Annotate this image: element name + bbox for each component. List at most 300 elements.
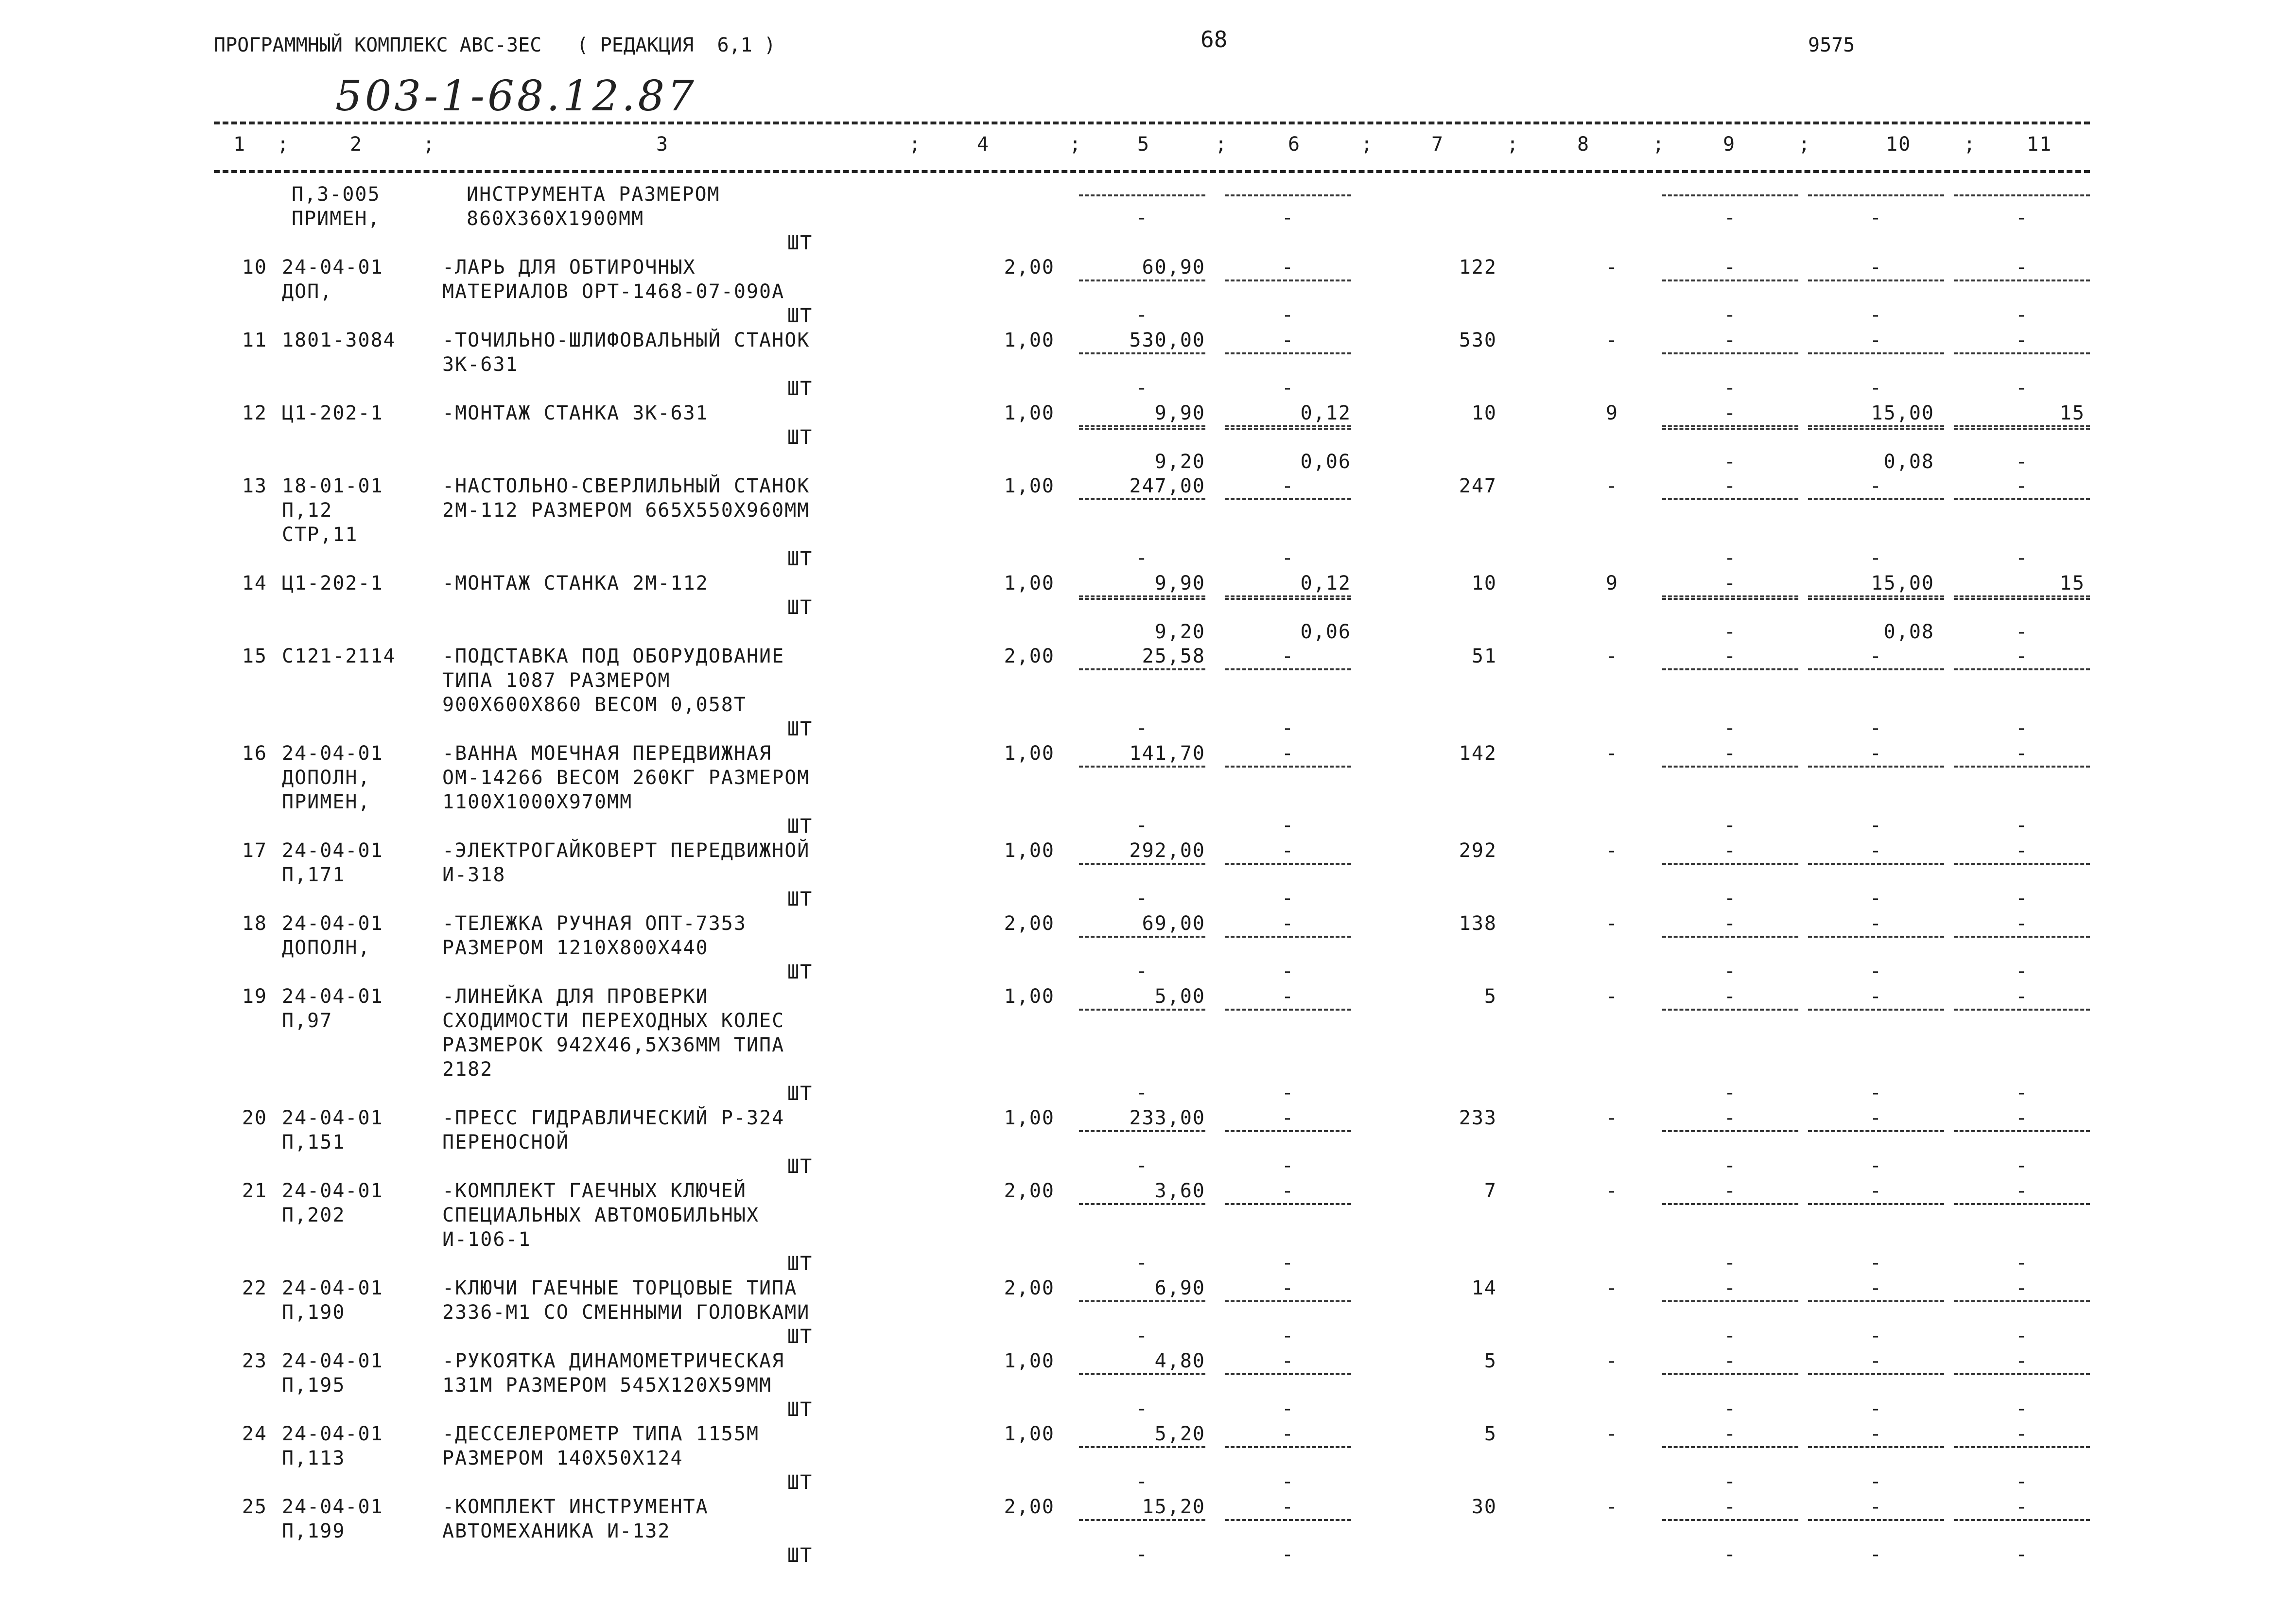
dash-value: -	[1135, 960, 1149, 982]
subtotal-rule	[1954, 1446, 2090, 1448]
dash-value: -	[1723, 887, 1737, 909]
subtotal-rule	[1808, 1130, 1944, 1132]
subtotal-rule	[1079, 280, 1205, 281]
col6-value: -	[1281, 912, 1295, 935]
dash-value: -	[1135, 1543, 1149, 1566]
row-name: -ЭЛЕКТРОГАЙКОВЕРТ ПЕРЕДВИЖНОЙ	[442, 839, 810, 862]
subtotal-rule	[1225, 194, 1351, 196]
price-value: 9,90	[1154, 402, 1205, 424]
row-name: -ДЕССЕЛЕРОМЕТР ТИПА 1155М	[442, 1423, 760, 1445]
dash-value: -	[1281, 304, 1295, 326]
subtotal-rule	[1225, 425, 1351, 427]
col11-value: -	[2015, 985, 2029, 1008]
col8-value: -	[1605, 1107, 1618, 1129]
row-code: П,195	[282, 1374, 346, 1397]
subtotal-rule	[1079, 352, 1205, 354]
unit-label: ШТ	[787, 961, 813, 983]
dash-value: -	[1723, 547, 1737, 569]
dash-value: -	[1135, 1082, 1149, 1104]
doc-number: 9575	[1808, 34, 1855, 56]
subtotal-rule	[1225, 598, 1351, 600]
program-title: ПРОГРАММНЫЙ КОМПЛЕКС АВС-3ЕС ( РЕДАКЦИЯ 6,1 )	[214, 34, 776, 56]
col8-value: -	[1605, 1496, 1618, 1518]
total-value: 142	[1459, 742, 1497, 765]
dash-value: -	[2015, 1398, 2029, 1420]
column-separator: ;	[277, 133, 290, 156]
dash-value: -	[1723, 1398, 1737, 1420]
subtotal-rule	[1225, 1130, 1351, 1132]
col10-value: -	[1869, 256, 1883, 279]
row-name: -КЛЮЧИ ГАЕЧНЫЕ ТОРЦОВЫЕ ТИПА	[442, 1277, 798, 1299]
dash-value: -	[1869, 1398, 1883, 1420]
row-number: 11	[242, 329, 267, 351]
subtotal-rule	[1954, 1009, 2090, 1011]
price-value: 5,20	[1154, 1423, 1205, 1445]
dash-value: -	[1869, 547, 1883, 569]
row-name: ОМ-14266 ВЕСОМ 260КГ РАЗМЕРОМ	[442, 767, 810, 789]
subtotal-rule	[1808, 766, 1944, 768]
col11-value: -	[2015, 475, 2029, 497]
total-value: 14	[1471, 1277, 1497, 1299]
subtotal-rule	[1954, 498, 2090, 500]
col10-value: -	[1869, 1423, 1883, 1445]
price-value: 141,70	[1129, 742, 1205, 765]
col11-value: 15	[2059, 572, 2085, 594]
row-name: 2182	[442, 1058, 493, 1081]
row-name: 900Х600Х860 ВЕСОМ 0,058Т	[442, 694, 747, 716]
subtotal-rule	[1662, 1519, 1798, 1521]
dash-value: -	[1723, 1543, 1737, 1566]
col6-value: -	[1281, 985, 1295, 1008]
col11-value: -	[2015, 1423, 2029, 1445]
row-name: -ТОЧИЛЬНО-ШЛИФОВАЛЬНЫЙ СТАНОК	[442, 329, 810, 351]
header-rule	[214, 170, 2090, 173]
total-value: 122	[1459, 256, 1497, 279]
subtotal-rule	[1079, 936, 1205, 938]
dash-value: -	[1869, 1154, 1883, 1177]
row-code: 24-04-01	[282, 985, 383, 1008]
row-number: 25	[242, 1496, 267, 1518]
row-code: П,151	[282, 1131, 346, 1154]
row-number: 16	[242, 742, 267, 765]
dash-value: -	[2015, 887, 2029, 909]
row-code: П,113	[282, 1447, 346, 1469]
column-separator: ;	[1964, 133, 1977, 156]
total-value: 138	[1459, 912, 1497, 935]
col8-value: -	[1605, 742, 1618, 765]
price-sub-value: 9,20	[1154, 621, 1205, 643]
subtotal-rule	[1662, 498, 1798, 500]
dash-value: -	[1869, 887, 1883, 909]
col11-value: 15	[2059, 402, 2085, 424]
row-code: ДОПОЛН,	[282, 767, 371, 789]
col9-value: -	[1723, 1107, 1737, 1129]
col8-value: 9	[1605, 402, 1618, 424]
dash-value: -	[2015, 1470, 2029, 1493]
col11-value: -	[2015, 1180, 2029, 1202]
subtotal-rule	[1954, 1519, 2090, 1521]
dash-value: -	[2015, 451, 2029, 473]
carry-name: 860Х360Х1900ММ	[467, 208, 644, 230]
subtotal-rule	[1808, 280, 1944, 281]
row-code: 24-04-01	[282, 256, 383, 279]
dash-value: -	[1869, 1325, 1883, 1347]
column-header-9: 9	[1723, 133, 1736, 156]
price-value: 5,00	[1154, 985, 1205, 1008]
dash-value: -	[1281, 1082, 1295, 1104]
col10-value: -	[1869, 1180, 1883, 1202]
dash-value: -	[1869, 814, 1883, 837]
price-value: 247,00	[1129, 475, 1205, 497]
row-name: ПЕРЕНОСНОЙ	[442, 1131, 569, 1154]
subtotal-rule	[1079, 1373, 1205, 1375]
col8-value: 9	[1605, 572, 1618, 594]
dash-value: -	[2015, 1154, 2029, 1177]
unit-label: ШТ	[787, 378, 813, 400]
total-value: 10	[1471, 402, 1497, 424]
col6-value: -	[1281, 1180, 1295, 1202]
col9-value: -	[1723, 1180, 1737, 1202]
subtotal-rule	[1225, 863, 1351, 865]
dash-value: -	[1281, 1398, 1295, 1420]
unit-label: ШТ	[787, 305, 813, 327]
carry-name: ИНСТРУМЕНТА РАЗМЕРОМ	[467, 183, 720, 206]
dash-value: -	[1281, 717, 1295, 739]
subtotal-rule	[1225, 595, 1351, 597]
subtotal-rule	[1079, 863, 1205, 865]
subtotal-rule	[1954, 1130, 2090, 1132]
subtotal-rule	[1954, 668, 2090, 670]
dash-value: -	[2015, 814, 2029, 837]
subtotal-rule	[1079, 595, 1205, 597]
dash-value: -	[1723, 207, 1737, 229]
col9-value: -	[1723, 402, 1737, 424]
column-separator: ;	[1069, 133, 1082, 156]
col11-value: -	[2015, 742, 2029, 765]
dash-value: -	[1281, 1154, 1295, 1177]
row-name: -КОМПЛЕКТ ГАЕЧНЫХ КЛЮЧЕЙ	[442, 1180, 747, 1202]
row-name: -ВАННА МОЕЧНАЯ ПЕРЕДВИЖНАЯ	[442, 742, 772, 765]
row-name: 2М-112 РАЗМЕРОМ 665Х550Х960ММ	[442, 499, 810, 522]
subtotal-rule	[1225, 1009, 1351, 1011]
row-name: СХОДИМОСТИ ПЕРЕХОДНЫХ КОЛЕС	[442, 1010, 785, 1032]
row-code: С121-2114	[282, 645, 396, 667]
subtotal-rule	[1808, 595, 1944, 597]
total-value: 247	[1459, 475, 1497, 497]
subtotal-rule	[1954, 1203, 2090, 1205]
dash-value: -	[1135, 547, 1149, 569]
col8-value: -	[1605, 1180, 1618, 1202]
col10-sub-value: 0,08	[1883, 621, 1934, 643]
row-code: П,97	[282, 1010, 333, 1032]
col8-value: -	[1605, 645, 1618, 667]
row-code: 24-04-01	[282, 912, 383, 935]
col10-value: -	[1869, 742, 1883, 765]
subtotal-rule	[1225, 1519, 1351, 1521]
col9-value: -	[1723, 572, 1737, 594]
dash-value: -	[1723, 960, 1737, 982]
subtotal-rule	[1662, 863, 1798, 865]
price-sub-value: 9,20	[1154, 451, 1205, 473]
row-name: МАТЕРИАЛОВ ОРТ-1468-07-090А	[442, 280, 785, 303]
subtotal-rule	[1079, 194, 1205, 196]
row-number: 15	[242, 645, 267, 667]
subtotal-rule	[1808, 194, 1944, 196]
subtotal-rule	[1225, 1300, 1351, 1302]
col10-value: -	[1869, 839, 1883, 862]
handwritten-code: 503-1-68.12.87	[335, 72, 697, 121]
subtotal-rule	[1954, 280, 2090, 281]
row-number: 23	[242, 1350, 267, 1372]
dash-value: -	[1135, 1470, 1149, 1493]
dash-value: -	[1135, 814, 1149, 837]
col6-value: -	[1281, 1350, 1295, 1372]
col11-value: -	[2015, 1277, 2029, 1299]
dash-value: -	[2015, 547, 2029, 569]
dash-value: -	[1135, 1252, 1149, 1274]
col6-value: -	[1281, 256, 1295, 279]
row-number: 10	[242, 256, 267, 279]
total-value: 51	[1471, 645, 1497, 667]
subtotal-rule	[1662, 1446, 1798, 1448]
dash-value: -	[1135, 717, 1149, 739]
dash-value: -	[1135, 207, 1149, 229]
col6-value: -	[1281, 329, 1295, 351]
dash-value: -	[1869, 377, 1883, 399]
col11-value: -	[2015, 1496, 2029, 1518]
dash-value: -	[2015, 304, 2029, 326]
row-code: ПРИМЕН,	[282, 791, 371, 813]
dash-value: -	[1281, 887, 1295, 909]
row-code: 24-04-01	[282, 742, 383, 765]
dash-value: -	[1723, 304, 1737, 326]
col10-value: 15,00	[1871, 572, 1934, 594]
col10-value: -	[1869, 985, 1883, 1008]
dash-value: -	[1135, 1154, 1149, 1177]
subtotal-rule	[1079, 766, 1205, 768]
unit-label: ШТ	[787, 1083, 813, 1105]
subtotal-rule	[1079, 1519, 1205, 1521]
col6-value: -	[1281, 645, 1295, 667]
price-value: 60,90	[1142, 256, 1205, 279]
subtotal-rule	[1954, 425, 2090, 427]
subtotal-rule	[1079, 428, 1205, 430]
dash-value: -	[1135, 1398, 1149, 1420]
row-code: П,190	[282, 1301, 346, 1324]
subtotal-rule	[1662, 352, 1798, 354]
col10-value: -	[1869, 912, 1883, 935]
col9-value: -	[1723, 1350, 1737, 1372]
dash-value: -	[1723, 1325, 1737, 1347]
dash-value: -	[2015, 377, 2029, 399]
col8-value: -	[1605, 256, 1618, 279]
col9-value: -	[1723, 645, 1737, 667]
qty-value: 1,00	[1004, 985, 1055, 1008]
col8-value: -	[1605, 839, 1618, 862]
col8-value: -	[1605, 985, 1618, 1008]
col11-value: -	[2015, 839, 2029, 862]
col6-sub-value: 0,06	[1300, 621, 1351, 643]
subtotal-rule	[1225, 1446, 1351, 1448]
row-number: 19	[242, 985, 267, 1008]
qty-value: 1,00	[1004, 1107, 1055, 1129]
total-value: 233	[1459, 1107, 1497, 1129]
col10-value: -	[1869, 1107, 1883, 1129]
qty-value: 1,00	[1004, 1423, 1055, 1445]
col9-value: -	[1723, 256, 1737, 279]
col6-sub-value: 0,06	[1300, 451, 1351, 473]
dash-value: -	[2015, 1252, 2029, 1274]
subtotal-rule	[1079, 498, 1205, 500]
subtotal-rule	[1954, 428, 2090, 430]
row-code: ДОПОЛН,	[282, 937, 371, 959]
row-code: 24-04-01	[282, 839, 383, 862]
row-number: 13	[242, 475, 267, 497]
total-value: 5	[1484, 1350, 1497, 1372]
total-value: 5	[1484, 1423, 1497, 1445]
col9-value: -	[1723, 912, 1737, 935]
subtotal-rule	[1662, 194, 1798, 196]
dash-value: -	[1135, 377, 1149, 399]
qty-value: 2,00	[1004, 1180, 1055, 1202]
price-value: 530,00	[1129, 329, 1205, 351]
row-code: Ц1-202-1	[282, 572, 383, 594]
col10-value: -	[1869, 475, 1883, 497]
col10-sub-value: 0,08	[1883, 451, 1934, 473]
subtotal-rule	[1662, 280, 1798, 281]
dash-value: -	[2015, 1543, 2029, 1566]
dash-value: -	[1869, 1082, 1883, 1104]
unit-label: ШТ	[787, 232, 813, 254]
col10-value: -	[1869, 1350, 1883, 1372]
subtotal-rule	[1808, 1519, 1944, 1521]
qty-value: 1,00	[1004, 839, 1055, 862]
col10-value: 15,00	[1871, 402, 1934, 424]
subtotal-rule	[1662, 1009, 1798, 1011]
dash-value: -	[1281, 960, 1295, 982]
subtotal-rule	[1662, 1373, 1798, 1375]
qty-value: 1,00	[1004, 1350, 1055, 1372]
qty-value: 1,00	[1004, 742, 1055, 765]
price-value: 3,60	[1154, 1180, 1205, 1202]
dash-value: -	[2015, 207, 2029, 229]
row-name: 131М РАЗМЕРОМ 545Х120Х59ММ	[442, 1374, 772, 1397]
col9-value: -	[1723, 985, 1737, 1008]
subtotal-rule	[1954, 352, 2090, 354]
col8-value: -	[1605, 1423, 1618, 1445]
row-name: -ПОДСТАВКА ПОД ОБОРУДОВАНИЕ	[442, 645, 785, 667]
unit-label: ШТ	[787, 1471, 813, 1494]
subtotal-rule	[1662, 1203, 1798, 1205]
col6-value: 0,12	[1300, 402, 1351, 424]
dash-value: -	[1723, 1252, 1737, 1274]
subtotal-rule	[1808, 668, 1944, 670]
subtotal-rule	[1808, 498, 1944, 500]
dash-value: -	[2015, 621, 2029, 643]
price-value: 9,90	[1154, 572, 1205, 594]
subtotal-rule	[1225, 766, 1351, 768]
dash-value: -	[1869, 960, 1883, 982]
unit-label: ШТ	[787, 1253, 813, 1275]
column-header-2: 2	[350, 133, 363, 156]
dash-value: -	[1135, 304, 1149, 326]
subtotal-rule	[1662, 425, 1798, 427]
row-name: 3К-631	[442, 353, 519, 376]
row-code: Ц1-202-1	[282, 402, 383, 424]
col8-value: -	[1605, 912, 1618, 935]
row-number: 17	[242, 839, 267, 862]
qty-value: 1,00	[1004, 402, 1055, 424]
column-header-7: 7	[1431, 133, 1444, 156]
row-name: -ТЕЛЕЖКА РУЧНАЯ ОПТ-7353	[442, 912, 747, 935]
col10-value: -	[1869, 329, 1883, 351]
row-name: -ЛАРЬ ДЛЯ ОБТИРОЧНЫХ	[442, 256, 696, 279]
subtotal-rule	[1079, 668, 1205, 670]
unit-label: ШТ	[787, 548, 813, 570]
subtotal-rule	[1225, 280, 1351, 281]
col10-value: -	[1869, 1277, 1883, 1299]
page-number: 68	[1200, 26, 1228, 52]
row-name: РАЗМЕРОК 942Х46,5Х36ММ ТИПА	[442, 1034, 785, 1056]
column-header-1: 1	[233, 133, 246, 156]
dash-value: -	[1281, 1470, 1295, 1493]
column-header-6: 6	[1288, 133, 1301, 156]
qty-value: 2,00	[1004, 1277, 1055, 1299]
row-name: СПЕЦИАЛЬНЫХ АВТОМОБИЛЬНЫХ	[442, 1204, 760, 1226]
subtotal-rule	[1662, 668, 1798, 670]
row-number: 20	[242, 1107, 267, 1129]
price-value: 233,00	[1129, 1107, 1205, 1129]
subtotal-rule	[1225, 668, 1351, 670]
row-code: 24-04-01	[282, 1107, 383, 1129]
col10-value: -	[1869, 645, 1883, 667]
subtotal-rule	[1225, 1203, 1351, 1205]
col6-value: -	[1281, 1496, 1295, 1518]
col10-value: -	[1869, 1496, 1883, 1518]
col8-value: -	[1605, 475, 1618, 497]
dash-value: -	[1281, 1252, 1295, 1274]
unit-label: ШТ	[787, 718, 813, 740]
row-name: ТИПА 1087 РАЗМЕРОМ	[442, 669, 671, 692]
price-value: 15,20	[1142, 1496, 1205, 1518]
col9-value: -	[1723, 839, 1737, 862]
subtotal-rule	[1225, 498, 1351, 500]
dash-value: -	[1723, 377, 1737, 399]
carry-code: П,3-005	[292, 183, 381, 206]
total-value: 10	[1471, 572, 1497, 594]
subtotal-rule	[1079, 1130, 1205, 1132]
subtotal-rule	[1808, 428, 1944, 430]
dash-value: -	[1723, 814, 1737, 837]
dash-value: -	[2015, 960, 2029, 982]
column-separator: ;	[909, 133, 922, 156]
row-code: 24-04-01	[282, 1180, 383, 1202]
price-value: 4,80	[1154, 1350, 1205, 1372]
row-name: 2336-М1 СО СМЕННЫМИ ГОЛОВКАМИ	[442, 1301, 810, 1324]
dash-value: -	[1723, 1154, 1737, 1177]
row-code: 1801-3084	[282, 329, 396, 351]
subtotal-rule	[1225, 1373, 1351, 1375]
subtotal-rule	[1808, 863, 1944, 865]
subtotal-rule	[1662, 766, 1798, 768]
dash-value: -	[1869, 304, 1883, 326]
subtotal-rule	[1662, 936, 1798, 938]
subtotal-rule	[1079, 1446, 1205, 1448]
row-name: -КОМПЛЕКТ ИНСТРУМЕНТА	[442, 1496, 709, 1518]
row-code: 18-01-01	[282, 475, 383, 497]
col8-value: -	[1605, 1277, 1618, 1299]
col6-value: -	[1281, 475, 1295, 497]
